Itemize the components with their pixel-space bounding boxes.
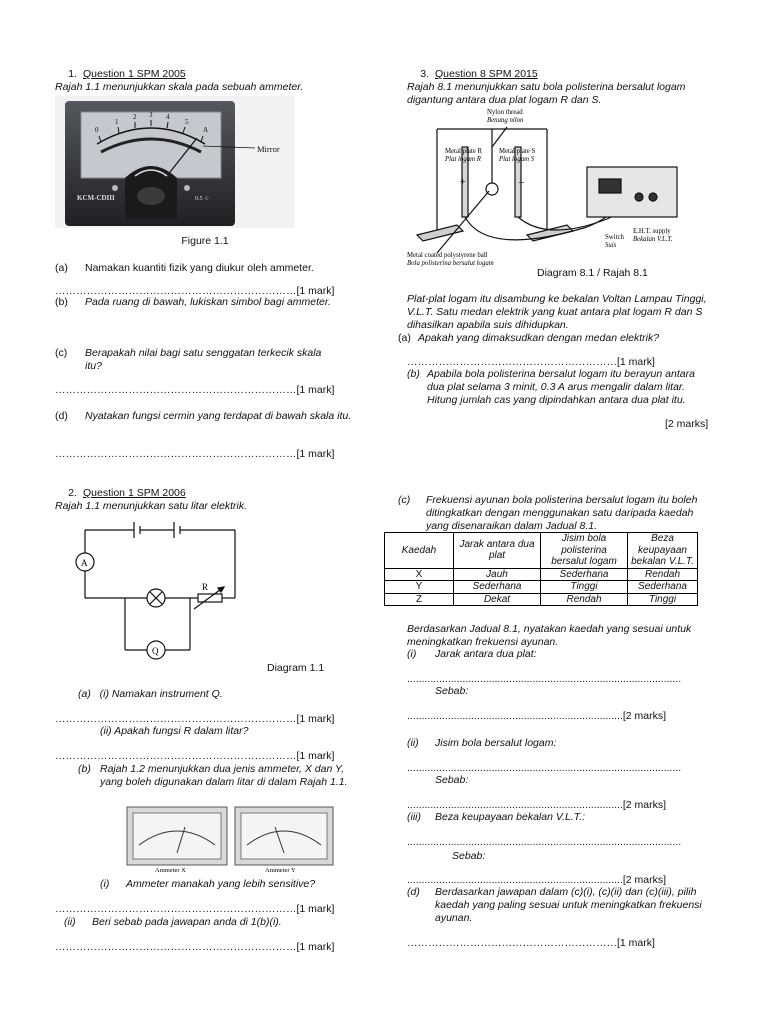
svg-text:0: 0 [95, 126, 99, 134]
instrument-q-label: Q [152, 646, 159, 656]
q1-a-text: Namakan kuantiti fizik yang diukur oleh ammeter. [85, 262, 314, 274]
q3-a-label: (a) [398, 332, 411, 344]
q3-a-text: Apakah yang dimaksudkan dengan medan elektrik? [418, 332, 660, 344]
q2-b-ii [64, 916, 354, 929]
eht-label: E.H.T. supply [633, 228, 671, 235]
table-cell: Dekat [454, 593, 541, 606]
q2-b [78, 763, 363, 789]
q3-a [398, 332, 708, 345]
ammeters-xy-figure [125, 805, 335, 873]
table-cell: X [385, 568, 454, 581]
ammeter-icon [55, 96, 295, 228]
q2-number: 2. [68, 487, 77, 499]
q1-part-c [55, 347, 355, 373]
q3-c-iii-label: (iii) [407, 811, 421, 823]
plus-sign: + [460, 177, 466, 188]
q2-a [78, 688, 358, 701]
q3-c-ii-answer-line[interactable]: .............................................................................................. [407, 762, 682, 774]
svg-text:1: 1 [115, 118, 119, 126]
table-cell: Rendah [541, 593, 628, 606]
q1-c-answer-line[interactable]: ……………………………………………………………[1 mark] [55, 384, 335, 396]
q1-intro: Rajah 1.1 menunjukkan skala pada sebuah ammeter. [55, 81, 304, 93]
q3-c-i-answer-line[interactable]: .............................................................................................. [407, 673, 682, 685]
q2-b-ii-answer-line[interactable]: ……………………………………………………………[1 mark] [55, 941, 335, 953]
q1-part-d [55, 410, 355, 423]
table-cell: Tinggi [628, 593, 698, 606]
q1-d-text: Nyatakan fungsi cermin yang terdapat di bawah skala itu. [85, 410, 352, 422]
q1-b-label: (b) [55, 296, 68, 308]
q3-c-text: Frekuensi ayunan bola polisterina bersalut logam itu boleh ditingkatkan dengan menggunakan satu daripada kaedah yang disenaraikan dalam Jadual 8.1. [426, 494, 698, 532]
q3-c-iii-sebab: Sebab: [452, 850, 486, 862]
q3-c-iii-answer-line[interactable]: .............................................................................................. [407, 836, 682, 848]
q3-b [407, 368, 712, 406]
table-cell: Sederhana [541, 568, 628, 581]
q1-c-text: Berapakah nilai bagi satu senggatan terkecik skala itu? [85, 347, 322, 372]
table-row [385, 581, 698, 594]
q1-part-a [55, 262, 355, 275]
q2-b-i-label: (i) [100, 878, 110, 890]
ball-label: Metal coated polystyrene ball [407, 252, 488, 259]
q2-heading [55, 487, 186, 500]
q3-c-ii [407, 737, 707, 750]
table-header: Kaedah [385, 533, 454, 569]
q3-c-i-reason-line[interactable]: ..........................................................................[2 marks] [407, 710, 667, 722]
nylon-label: Nylon thread [487, 109, 523, 116]
q2-a-i-text: (i) Namakan instrument Q. [99, 688, 223, 700]
q3-c-i-label: (i) [407, 648, 417, 660]
plate-r-label: Metal plate R [445, 148, 482, 155]
q1-d-label: (d) [55, 410, 68, 422]
q3-a-answer-line[interactable]: ……………………………………………………[1 mark] [407, 356, 655, 368]
table-cell: Sederhana [454, 581, 541, 594]
q3-b-text: Apabila bola polisterina bersalut logam itu berayun antara dua plat selama 3 minit, 0.3 A arus mengalir dalam litar. Hitung jumlah cas yang dipindahkan antara dua plat itu. [427, 368, 695, 406]
svg-text:3: 3 [149, 111, 153, 119]
table-cell: Z [385, 593, 454, 606]
nylon-label-my: Benang nilon [487, 117, 524, 124]
q3-c-iii-text: Beza keupayaan bekalan V.L.T.: [435, 811, 586, 823]
q3-c-ii-sebab: Sebab: [435, 774, 469, 786]
ammeter-brand: KCM-CDIII [77, 194, 115, 202]
minus-sign: – [519, 177, 524, 188]
q3-d-text: Berdasarkan jawapan dalam (c)(i), (c)(ii) dan (c)(iii), pilih kaedah yang paling sesuai untuk meningkatkan frekuensi ayunan. [435, 886, 702, 924]
q3-c-iii [407, 811, 707, 824]
q3-c-label: (c) [398, 494, 411, 506]
table-header: Jarak antara dua plat [454, 533, 541, 569]
q1-b-text: Pada ruang di bawah, lukiskan simbol bagi ammeter. [85, 296, 331, 308]
q2-title: Question 1 SPM 2006 [83, 487, 186, 499]
q2-b-ii-label: (ii) [64, 916, 76, 928]
svg-text:A: A [203, 126, 209, 134]
q2-a-ii-answer-line[interactable]: ……………………………………………………………[1 mark] [55, 750, 335, 762]
apparatus-diagram [407, 107, 687, 267]
q3-number: 3. [420, 68, 429, 80]
q3-c-instruction: Berdasarkan Jadual 8.1, nyatakan kaedah yang sesuai untuk meningkatkan frekuensi ayunan. [407, 623, 692, 648]
q1-a-label: (a) [55, 262, 68, 274]
switch-label: Switch [605, 234, 624, 241]
ammeter-x-label: Ammeter X [155, 867, 186, 873]
switch-label-my: Suis [605, 242, 617, 249]
table-row [385, 593, 698, 606]
ammeters-xy-icon [125, 805, 335, 873]
q3-title: Question 8 SPM 2015 [435, 68, 538, 80]
eht-label-my: Bekalan V.L.T. [633, 236, 673, 243]
table-cell: Y [385, 581, 454, 594]
plate-s-label-my: Plat logam S [499, 156, 535, 163]
q1-heading [55, 68, 186, 81]
circuit-diagram [70, 515, 250, 670]
q3-intro: Rajah 8.1 menunjukkan satu bola polisterina bersalut logam digantung antara dua plat logam R dan S. [407, 81, 686, 106]
apparatus-icon [407, 107, 687, 267]
q2-a-ii-text: (ii) Apakah fungsi R dalam litar? [100, 725, 249, 737]
q3-d [407, 886, 712, 924]
q2-b-ii-text: Beri sebab pada jawapan anda di 1(b)(i). [92, 916, 282, 928]
q3-c-ii-text: Jisim bola bersalut logam: [435, 737, 557, 749]
q3-c [398, 494, 708, 532]
q2-b-i-answer-line[interactable]: ……………………………………………………………[1 mark] [55, 903, 335, 915]
q2-b-text: Rajah 1.2 menunjukkan dua jenis ammeter, X dan Y, yang boleh digunakan dalam litar di dalam Rajah 1.1. [100, 763, 348, 788]
q3-c-i-text: Jarak antara dua plat: [435, 648, 537, 660]
q3-diagram-caption: Diagram 8.1 / Rajah 8.1 [537, 267, 648, 279]
svg-text:5: 5 [185, 118, 189, 126]
ball-label-my: Bola polisterina bersalut logam [407, 260, 494, 267]
table-cell: Rendah [628, 568, 698, 581]
kaedah-table [384, 532, 698, 606]
table-cell: Tinggi [541, 581, 628, 594]
q3-d-answer-line[interactable]: ……………………………………………………[1 mark] [407, 937, 655, 949]
q3-paragraph: Plat-plat logam itu disambung ke bekalan Voltan Lampau Tinggi, V.L.T. Satu medan elektrik yang kuat antara plat logam R dan S dihasilkan apabila suis dihidupkan. [407, 293, 707, 331]
q1-c-label: (c) [55, 347, 68, 359]
q3-c-iii-reason-line[interactable]: ..........................................................................[2 marks] [407, 874, 667, 886]
ammeter-a-label: A [81, 558, 88, 568]
q2-b-i [100, 878, 360, 891]
table-cell: Jauh [454, 568, 541, 581]
svg-text:2: 2 [133, 113, 137, 121]
plate-r-label-my: Plat logam R [445, 156, 481, 163]
q1-d-answer-line[interactable]: ……………………………………………………………[1 mark] [55, 448, 335, 460]
q1-title: Question 1 SPM 2005 [83, 68, 186, 80]
svg-text:0.5 ☆: 0.5 ☆ [195, 196, 210, 202]
q3-c-i-sebab: Sebab: [435, 685, 469, 697]
table-header: Jisim bola polisterina bersalut logam [541, 533, 628, 569]
q2-a-label: (a) [78, 688, 91, 700]
table-row [385, 568, 698, 581]
table-header-row [385, 533, 698, 569]
plate-s-label: Metal plate S [499, 148, 536, 155]
ammeter-y-label: Ammeter Y [265, 867, 296, 873]
table-cell: Sederhana [628, 581, 698, 594]
q2-b-i-text: Ammeter manakah yang lebih sensitive? [126, 878, 316, 890]
q1-a-answer-line[interactable]: ……………………………………………………………[1 mark] [55, 285, 335, 297]
table-header: Beza keupayaan bekalan V.L.T. [628, 533, 698, 569]
q2-intro: Rajah 1.1 menunjukkan satu litar elektrik. [55, 500, 248, 512]
q3-c-i [407, 648, 707, 661]
q3-b-marks: [2 marks] [665, 418, 709, 430]
q3-c-ii-reason-line[interactable]: ..........................................................................[2 marks] [407, 799, 667, 811]
q2-b-label: (b) [78, 763, 91, 775]
q3-c-ii-label: (ii) [407, 737, 419, 749]
mirror-label: Mirror [257, 144, 280, 154]
q2-a-i-answer-line[interactable]: ……………………………………………………………[1 mark] [55, 713, 335, 725]
q1-number: 1. [68, 68, 77, 80]
q3-d-label: (d) [407, 886, 420, 898]
rheostat-r-label: R [202, 582, 209, 592]
q1-part-b [55, 296, 355, 309]
q1-figure-caption: Figure 1.1 [181, 235, 229, 247]
svg-text:4: 4 [166, 113, 170, 121]
q3-b-label: (b) [407, 368, 420, 380]
q3-heading [407, 68, 538, 81]
ammeter-photo [55, 96, 295, 228]
q2-diagram-caption: Diagram 1.1 [267, 662, 325, 674]
circuit-icon [70, 515, 250, 670]
